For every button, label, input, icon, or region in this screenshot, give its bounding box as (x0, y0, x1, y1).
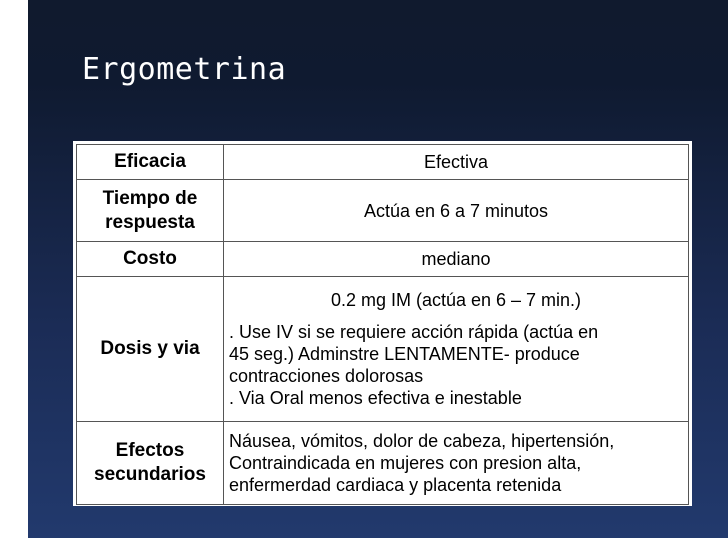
slide-title: Ergometrina (82, 52, 287, 87)
table-row (77, 145, 689, 180)
value-line: Efectiva (423, 152, 489, 172)
row-label-efectos (77, 422, 224, 505)
value-line: . Via Oral menos efectiva e inestable (229, 388, 522, 408)
row-value-eficacia (224, 145, 689, 180)
label-line: Tiempo de (102, 187, 198, 209)
decorative-bar (18, 394, 21, 402)
label-line: Costo (123, 248, 177, 269)
table-row (77, 422, 689, 505)
label-line: Efectos (115, 440, 185, 461)
label-line: Dosis y via (100, 338, 200, 359)
value-line: enfermerdad cardiaca y placenta retenida (229, 475, 562, 495)
label-line: Eficacia (114, 151, 186, 172)
row-value-costo (224, 242, 689, 277)
table-row (77, 180, 689, 242)
row-label-tiempo (77, 180, 224, 242)
info-table (76, 144, 689, 505)
label-line: secundarios (94, 464, 206, 485)
label-line: respuesta (105, 211, 195, 233)
value-line: Náusea, vómitos, dolor de cabeza, hipertensión, (229, 431, 615, 451)
table-row (77, 242, 689, 277)
bottom-strip (0, 538, 728, 546)
value-line: mediano (421, 249, 491, 269)
value-line: Actúa en 6 a 7 minutos (363, 200, 549, 221)
table-row (77, 277, 689, 422)
table-card (73, 141, 692, 506)
value-line: contracciones dolorosas (229, 366, 424, 386)
row-value-dosis (224, 277, 689, 422)
decorative-bar (9, 18, 12, 62)
row-label-costo (77, 242, 224, 277)
row-value-tiempo (224, 180, 689, 242)
decorative-bar (22, 30, 25, 82)
decorative-bar (18, 378, 21, 386)
value-line: Contraindicada en mujeres con presion alta, (229, 453, 582, 473)
row-label-dosis (77, 277, 224, 422)
value-line: 0.2 mg IM (actúa en 6 – 7 min.) (330, 290, 582, 310)
row-label-eficacia (77, 145, 224, 180)
decorative-bar (16, 18, 18, 62)
value-line: . Use IV si se requiere acción rápida (actúa en (229, 322, 599, 342)
decorative-bar (18, 362, 21, 370)
value-line: 45 seg.) Adminstre LENTAMENTE- produce (229, 344, 580, 364)
row-value-efectos (224, 422, 689, 505)
